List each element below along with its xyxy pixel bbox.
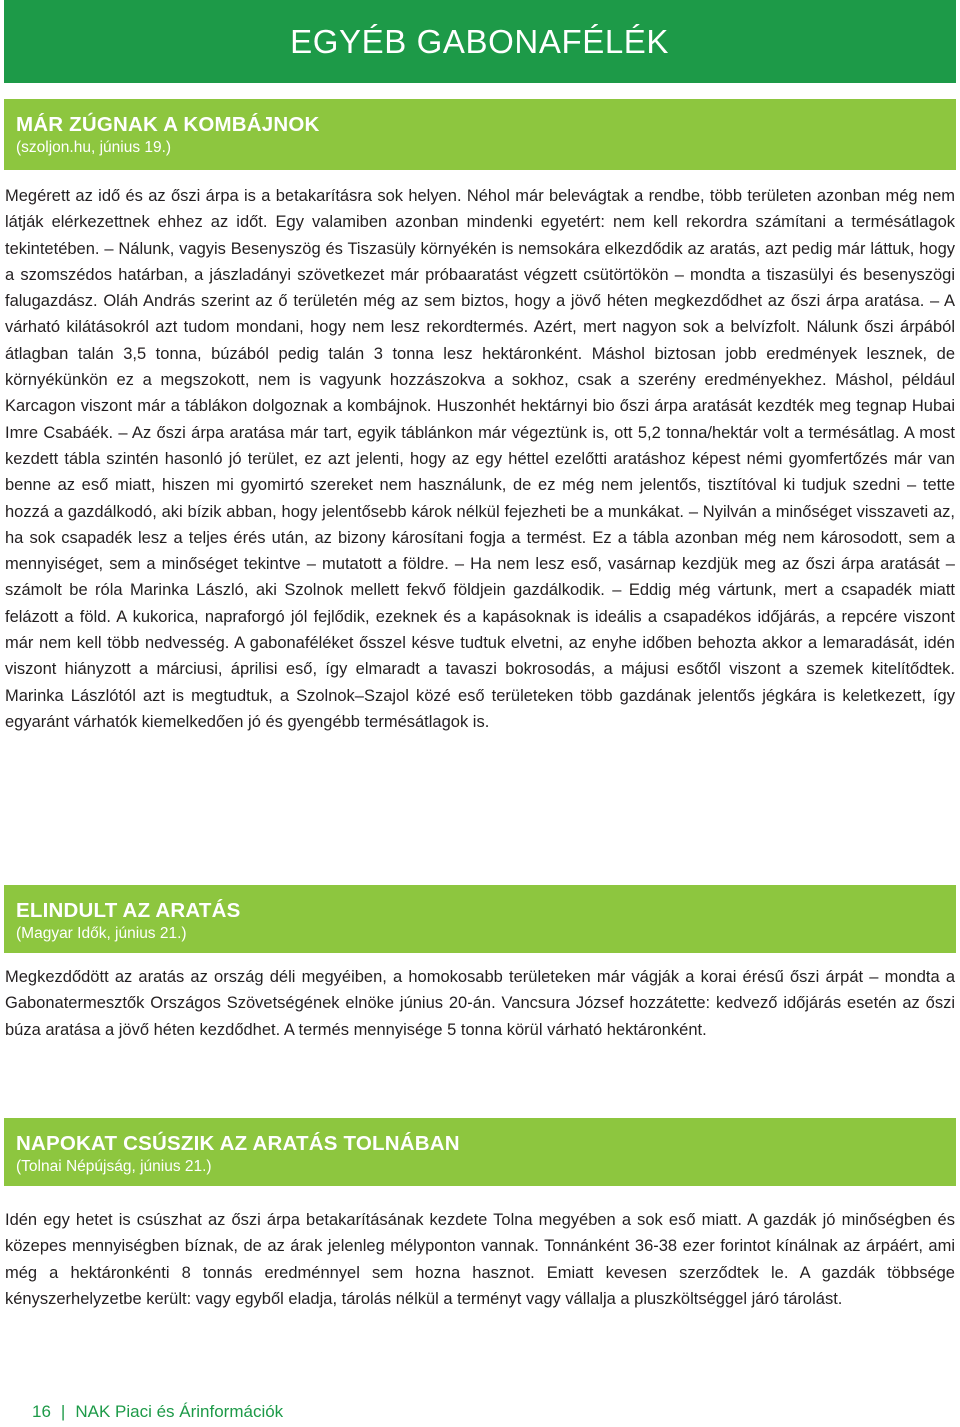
article-body-kombajnok: Megérett az idő és az őszi árpa is a betakarításra sok helyen. Néhol már belevágtak a rendbe, több területen azonban még nem látják elérkezettnek ehhez az időt. Egy valamiben azonban mindenki egyetért: nem kell rekordra számítani a termésátlagok tekintetében. – Nálunk, vagyis Besenyszög és Tiszasüly környékén is nemsokára elkezdődik az aratás, azt pedig már láttuk, hogy a szomszédos határban, a jászladányi szövetkezet már próbaaratást végzett csütörtökön – mondta a tiszasülyi és besenyszögi falugazdász. Oláh András szerint az ő területén még az sem biztos, hogy a jövő héten megkezdődhet az őszi árpa aratása. – A várható kilátásokról azt tudom mondani, hogy nem lesz rekordtermés. Azért, mert nagyon sok a belvízfolt. Nálunk őszi árpából átlagban talán 3,5 tonna, búzából pedig talán 3 tonna lesz hektáronként. Máshol biztosan jobb eredmények lesznek, de környékünkön ez a megszokott, nem is vagyunk hozzászokva a sokhoz, csak a szerény eredményekhez. Máshol, például Karcagon viszont már a táblákon dolgoznak a kombájnok. Huszonhét hektárnyi bio őszi árpa aratását kezdték meg tegnap Hubai Imre Csabáék. – Az őszi árpa aratása már tart, egyik táblánkon már végeztünk is, ott 5,2 tonna/hektár volt a termésátlag. A most kezdett tábla szintén hasonló jó terület, ez azt jelenti, hogy az egy héttel ezelőtti aratáshoz képest némi gyomfertőzés már van benne az eső miatt, hiszen mi gyomirtó szereket nem használunk, de ez még nem jelentős, tisztítóval ki tudjuk szedni – tette hozzá a gazdálkodó, aki bízik abban, hogy jelentősebb károk nélkül fejezheti be a munkákat. – Nyilván a minőséget visszaveti az, ha sok csapadék lesz a teljes érés után, az bizony károsítani fogja a termést. Ez a tábla azonban még nem károsodott, sem a mennyiséget, sem a minőséget tekintve – mutatott a földre. – Ha nem lesz eső, vasárnap kezdjük meg az őszi árpa aratását – számolt be róla Marinka László, aki Szolnok mellett fekvő földjein gazdálkodik. – Eddig még vártunk, mert a csapadék miatt felázott a föld. A kukorica, napraforgó jól fejlődik, ezeknek és a kapásoknak is ideális a csapadékos időjárás, a repcére viszont már nem kell több nedvesség. A gabonaféléket ősszel késve tudtuk elvetni, az enyhe időben behozta akkor a lemaradását, idén viszont hiányzott a márciusi, áprilisi eső, így elmaradt a tavaszi bokrosodás, a májusi esőtől viszont a szemek kitelítődtek. Marinka Lászlótól azt is megtudtuk, a Szolnok–Szajol közé eső területeken több gazdának jelentős jégkára is keletkezett, így egyaránt várhatók kiemelkedően jó és gyengébb termésátlagok is. <box>5 187 955 731</box>
page-footer <box>32 1402 283 1422</box>
publication-name: NAK Piaci és Árinformációk <box>75 1402 284 1421</box>
section-header-aratas <box>4 885 956 953</box>
section-header-tolna <box>4 1118 956 1186</box>
section-heading: NAPOKAT CSÚSZIK AZ ARATÁS TOLNÁBAN <box>16 1132 460 1155</box>
page-title-band <box>4 0 956 83</box>
page-number: 16 <box>32 1402 51 1421</box>
section-heading: MÁR ZÚGNAK A KOMBÁJNOK <box>16 113 320 136</box>
section-source: (Tolnai Népújság, június 21.) <box>16 1158 212 1175</box>
footer-separator: | <box>60 1402 66 1421</box>
section-header-kombajnok <box>4 99 956 170</box>
article-body-aratas: Megkezdődött az aratás az ország déli megyéiben, a homokosabb területeken már vágják a korai érésű őszi árpát – mondta a Gabonatermesztők Országos Szövetségének elnöke június 20-án. Vancsura József hozzátette: kedvező időjárás esetén az őszi búza aratása a jövő héten kezdődhet. A termés mennyisége 5 tonna körül várható hektáronként. <box>5 968 955 1039</box>
page-title: EGYÉB GABONAFÉLÉK <box>290 23 669 60</box>
section-heading: ELINDULT AZ ARATÁS <box>16 899 241 922</box>
section-source: (Magyar Idők, június 21.) <box>16 925 187 942</box>
article-body-tolna: Idén egy hetet is csúszhat az őszi árpa betakarításának kezdete Tolna megyében a sok eső miatt. A gazdák jó minőségben és közepes mennyiségben bíznak, de az árak jelenleg mélyponton vannak. Tonnánként 36-38 ezer forintot kínálnak az árpáért, ami még a hektáronkénti 8 tonnás eredménnyel sem hozna hasznot. Emiatt kevesen szerződtek le. A gazdák többsége kényszerhelyzetbe került: vagy egyből eladja, tárolás nélkül a terményt vagy vállalja a pluszköltséggel járó tárolást. <box>5 1211 955 1308</box>
section-source: (szoljon.hu, június 19.) <box>16 139 172 156</box>
